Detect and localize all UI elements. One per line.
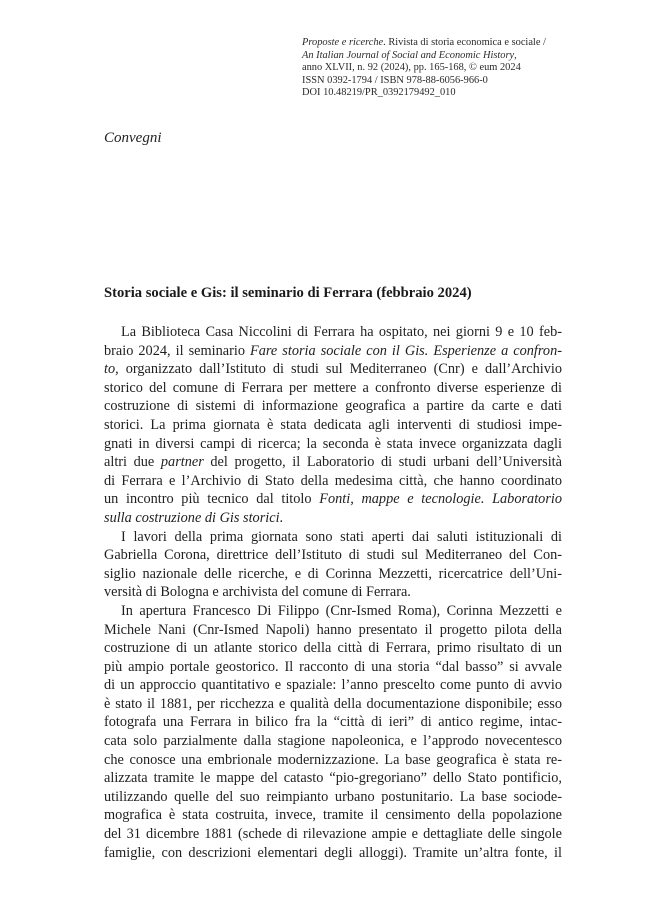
text-segment: storico del comune di Ferrara per mettere a confronto diverse esperienze di: [104, 379, 562, 396]
body-line: [104, 732, 562, 751]
italic-text: Fonti, mappe e tecnologie. Laboratorio: [319, 491, 563, 508]
body-line: [104, 435, 562, 454]
text-segment: La Biblioteca Casa Niccolini di Ferrara ha ospitato, nei giorni 9 e 10 feb-: [121, 324, 562, 340]
text-segment: .: [279, 509, 284, 526]
italic-text: partner: [160, 454, 204, 471]
journal-subtitle-line: [302, 50, 602, 63]
text-segment: del 31 dicembre 1881 (schede di rilevazione ampie e dettagliate delle singole: [104, 826, 562, 843]
body-line: [104, 844, 562, 863]
body-line: [104, 472, 562, 491]
body-line: [104, 416, 562, 435]
text-segment: di Ferrara e l’Archivio di Stato della medesima città, che hanno coordinato: [104, 472, 562, 489]
text-segment: I lavori della prima giornata sono stati aperti dai saluti istituzionali di: [121, 528, 562, 545]
text-segment: siglio nazionale delle ricerche, e di Corinna Mezzetti, ricercatrice dell’Uni-: [104, 565, 562, 582]
issue-line: anno XLVII, n. 92 (2024), pp. 165-168, © eum 2024: [302, 62, 521, 74]
journal-title-line: [302, 37, 602, 50]
body-line: [104, 565, 562, 584]
text-segment: più ampio portale geostorico. Il racconto di una storia “dal basso” si avvale: [104, 658, 562, 675]
body-line: [104, 509, 562, 528]
text-segment: costruzione di un atlante storico della città di Ferrara, primo risultato di un: [104, 640, 562, 657]
body-line: [104, 658, 562, 677]
body-line: [104, 602, 562, 621]
text-segment: è stato il 1881, per ricchezza e qualità della documentazione disponibile; esso: [104, 695, 562, 712]
body-line: [104, 453, 562, 472]
text-segment: fotografa una Ferrara in bilico fra la “città di ieri” di antico regime, intac-: [104, 714, 562, 731]
text-segment: braio 2024, il seminario: [104, 342, 250, 359]
body-line: [104, 360, 562, 379]
italic-text: Fare storia sociale con il Gis. Esperienze a confron-: [250, 342, 562, 359]
issn-line: ISSN 0392-1794 / ISBN 978-88-6056-966-0: [302, 74, 488, 86]
text-segment: del progetto, il Laboratorio di studi urbani dell’Università: [203, 454, 562, 471]
body-line: [104, 583, 562, 602]
text-segment: famiglie, con descrizioni elementari degli alloggi). Tramite un’altra fonte, il: [104, 844, 562, 861]
body-line: [104, 546, 562, 565]
body-line: [104, 490, 562, 509]
article-title: Storia sociale e Gis: il seminario di Ferrara (febbraio 2024): [104, 285, 472, 301]
text-segment: Michele Nani (Cnr-Ismed Napoli) hanno presentato il progetto pilota della: [104, 621, 562, 638]
text-segment: che conosce una embrionale modernizzazione. La base geografica è stata re-: [104, 751, 562, 768]
body-line: [104, 695, 562, 714]
body-line: [104, 379, 562, 398]
journal-title: Proposte e ricerche: [302, 37, 384, 48]
body-line: [104, 769, 562, 788]
text-segment: , organizzato dall’Istituto di studi sul Mediterraneo (Cnr) e dall’Archivio: [115, 361, 562, 378]
body-line: [104, 806, 562, 825]
text-segment: utilizzando quelle del suo reimpianto urbano postunitario. La base sociode-: [104, 788, 562, 805]
text-segment: alizzata tramite le mappe del catasto “pio-gregoriano” dello Stato pontificio,: [104, 770, 562, 787]
body-line: [104, 323, 562, 342]
text-segment: gnati in diversi campi di ricerca; la seconda è stata invece organizzata dagli: [104, 435, 562, 452]
italic-text: to: [104, 361, 116, 378]
journal-header: [302, 37, 602, 100]
section-label: Convegni: [104, 130, 162, 146]
text-segment: versità di Bologna e archivista del comune di Ferrara.: [104, 584, 411, 601]
text-segment: un incontro più tecnico dal titolo: [104, 491, 320, 508]
body-line: [104, 342, 562, 361]
body-line: [104, 639, 562, 658]
text-segment: costruzione di sistemi di informazione geografica a partire da carte e dati: [104, 398, 562, 415]
body-line: [104, 788, 562, 807]
text-segment: cata solo parzialmente dalla stagione napoleonica, e l’approdo novecentesco: [104, 733, 562, 750]
journal-subtitle-suffix: ,: [514, 49, 517, 61]
body-line: [104, 825, 562, 844]
text-segment: mografica è stata costruita, invece, tramite il censimento della popolazione: [104, 807, 562, 824]
body-line: [104, 751, 562, 770]
text-segment: di un approccio quantitativo e spaziale: l’anno prescelto come punto di avvio: [104, 677, 562, 694]
journal-subtitle: An Italian Journal of Social and Economic History: [302, 49, 515, 61]
body-line: [104, 713, 562, 732]
body-line: [104, 397, 562, 416]
text-segment: In apertura Francesco Di Filippo (Cnr-Ismed Roma), Corinna Mezzetti e: [121, 602, 562, 619]
doi-line: DOI 10.48219/PR_0392179492_010: [302, 87, 456, 99]
text-segment: Gabriella Corona, direttrice dell’Istituto di studi sul Mediterraneo del Con-: [104, 547, 562, 564]
body-line: [104, 621, 562, 640]
body-line: [104, 528, 562, 547]
body-line: [104, 676, 562, 695]
journal-title-suffix: . Rivista di storia economica e sociale /: [383, 37, 546, 48]
article-body: [104, 323, 562, 862]
italic-text: sulla costruzione di Gis storici: [104, 509, 280, 526]
text-segment: altri due: [104, 454, 161, 471]
text-segment: storici. La prima giornata è stata dedicata agli interventi di studiosi impe-: [104, 416, 562, 433]
